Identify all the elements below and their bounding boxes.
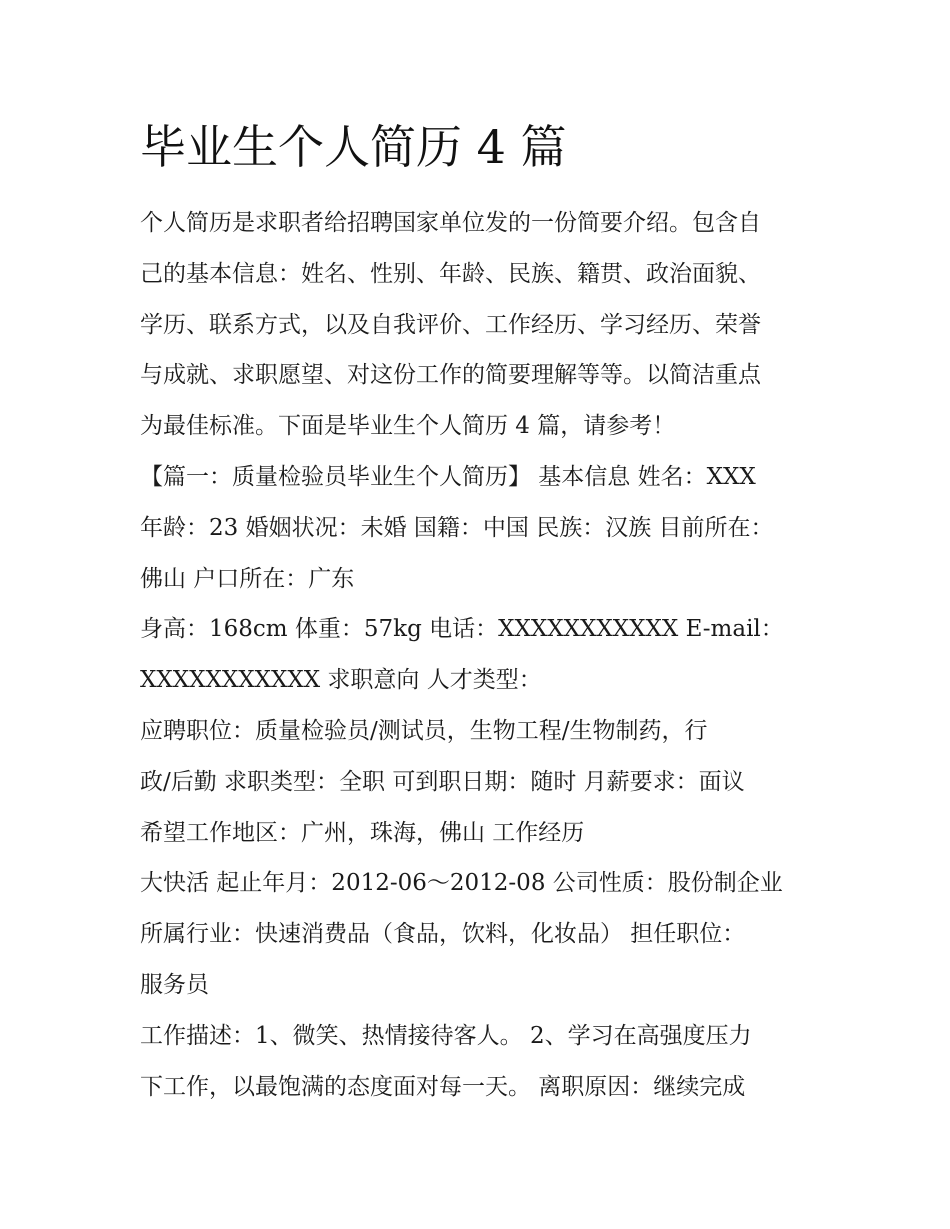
text-line: 为最佳标准。下面是毕业生个人简历 4 篇，请参考！ <box>140 413 676 440</box>
text-line: 希望工作地区：广州，珠海，佛山 工作经历 <box>140 819 585 846</box>
text-line: 【篇一：质量检验员毕业生个人简历】 基本信息 姓名：XXX <box>140 463 756 490</box>
text-line: 大快活 起止年月：2012-06～2012-08 公司性质：股份制企业 <box>140 870 783 897</box>
text-line: 学历、联系方式，以及自我评价、工作经历、学习经历、荣誉 <box>140 311 761 338</box>
text-line: 个人简历是求职者给招聘国家单位发的一份简要介绍。包含自 <box>140 210 761 236</box>
document-body <box>140 198 820 1112</box>
text-line: 应聘职位：质量检验员/测试员，生物工程/生物制药，行 <box>140 717 708 744</box>
text-line: 佛山 户口所在：广东 <box>140 565 355 592</box>
text-line: XXXXXXXXXXX 求职意向 人才类型： <box>140 667 542 694</box>
text-line: 所属行业：快速消费品（食品，饮料，化妆品） 担任职位： <box>140 921 746 948</box>
text-line: 下工作，以最饱满的态度面对每一天。 离职原因：继续完成 <box>140 1073 746 1100</box>
text-line: 服务员 <box>140 971 209 998</box>
document-title: 毕业生个人简历 4 篇 <box>140 120 567 174</box>
text-line: 身高：168cm 体重：57kg 电话：XXXXXXXXXXX E-mail： <box>140 616 784 643</box>
text-line: 己的基本信息：姓名、性别、年龄、民族、籍贯、政治面貌、 <box>140 260 761 287</box>
text-line: 政/后勤 求职类型：全职 可到职日期：随时 月薪要求：面议 <box>140 768 745 795</box>
text-line: 与成就、求职愿望、对这份工作的简要理解等等。以简洁重点 <box>140 362 761 389</box>
text-line: 年龄：23 婚姻状况：未婚 国籍：中国 民族：汉族 目前所在： <box>140 514 774 541</box>
text-line: 工作描述：1、微笑、热情接待客人。 2、学习在高强度压力 <box>140 1022 752 1049</box>
